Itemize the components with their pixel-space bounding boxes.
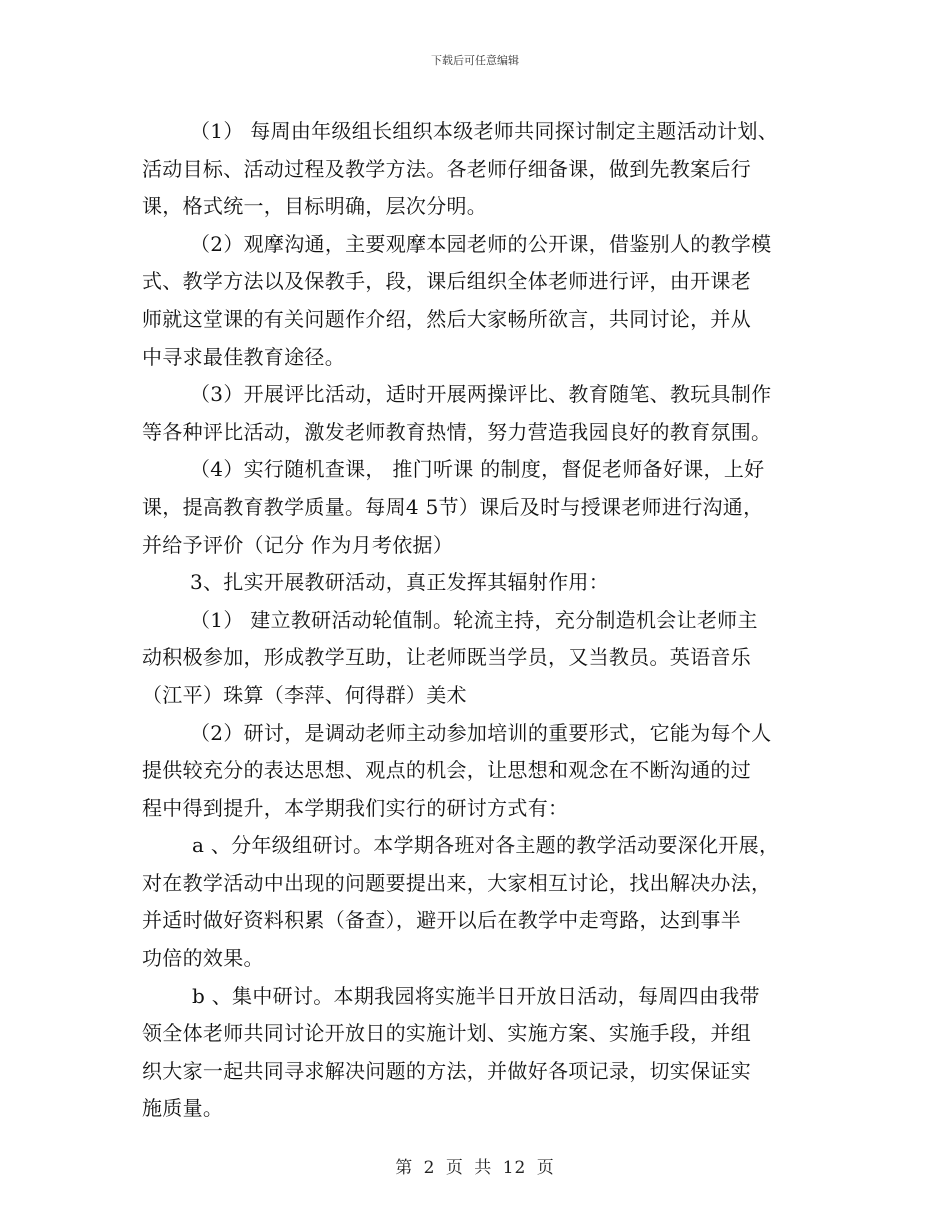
text-line: （1） 每周由年级组长组织本级老师共同探讨制定主题活动计划、: [190, 119, 779, 143]
page-footer: 第 2 页 共 12 页: [395, 1158, 555, 1178]
text-line: （江平）珠算（李萍、何得群）美术: [142, 682, 467, 707]
text-line: 式、教学方法以及保教手，段，课后组织全体老师进行评，由开课老: [142, 269, 751, 294]
text-line: 等各种评比活动，激发老师教育热情，努力营造我园良好的教育氛围。: [142, 419, 772, 444]
text-line: （2）研讨，是调动老师主动参加培训的重要形式，它能为每个人: [190, 720, 772, 745]
text-line: （3）开展评比活动，适时开展两操评比、教育随笔、教玩具制作: [190, 382, 772, 407]
text-line: 中寻求最佳教育途径。: [142, 344, 345, 369]
text-line: 程中得到提升，本学期我们实行的研讨方式有：: [142, 795, 569, 820]
text-line: 对在教学活动中出现的问题要提出来，大家相互讨论，找出解决办法，: [142, 870, 772, 895]
text-line: （2）观摩沟通，主要观摩本园老师的公开课，借鉴别人的教学模: [190, 231, 772, 256]
document-body: [142, 113, 814, 1128]
text-line: 活动目标、活动过程及教学方法。各老师仔细备课，做到先教案后行: [142, 156, 751, 181]
section-heading: 3、扎实开展教研活动，真正发挥其辐射作用：: [190, 570, 610, 595]
text-line: 并适时做好资料积累（备查），避开以后在教学中走弯路，达到事半: [142, 908, 741, 933]
text-line: 师就这堂课的有关问题作介绍，然后大家畅所欲言，共同讨论，并从: [142, 306, 751, 331]
text-line: 动积极参加，形成教学互助，让老师既当学员，又当教员。英语音乐: [142, 645, 751, 670]
text-line: 课，提高教育教学质量。每周4 5节）课后及时与授课老师进行沟通，: [142, 494, 764, 519]
text-line: a 、分年级组研讨。本学期各班对各主题的教学活动要深化开展，: [192, 833, 780, 858]
text-line: 并给予评价（记分 作为月考依据）: [142, 532, 454, 557]
text-line: 课，格式统一，目标明确，层次分明。: [142, 194, 488, 219]
page-header: 下载后可任意编辑: [431, 54, 519, 67]
text-line: b 、集中研讨。本期我园将实施半日开放日活动，每周四由我带: [192, 983, 760, 1008]
text-line: 施质量。: [142, 1096, 224, 1121]
text-line: 功倍的效果。: [142, 946, 264, 971]
text-line: 领全体老师共同讨论开放日的实施计划、实施方案、实施手段，并组: [142, 1021, 751, 1046]
text-line: 织大家一起共同寻求解决问题的方法，并做好各项记录，切实保证实: [142, 1058, 751, 1083]
text-line: 提供较充分的表达思想、观点的机会，让思想和观念在不断沟通的过: [142, 758, 751, 783]
text-line: （1） 建立教研活动轮值制。轮流主持，充分制造机会让老师主: [190, 607, 758, 632]
text-line: （4）实行随机查课， 推门听课 的制度，督促老师备好课，上好: [190, 457, 765, 482]
